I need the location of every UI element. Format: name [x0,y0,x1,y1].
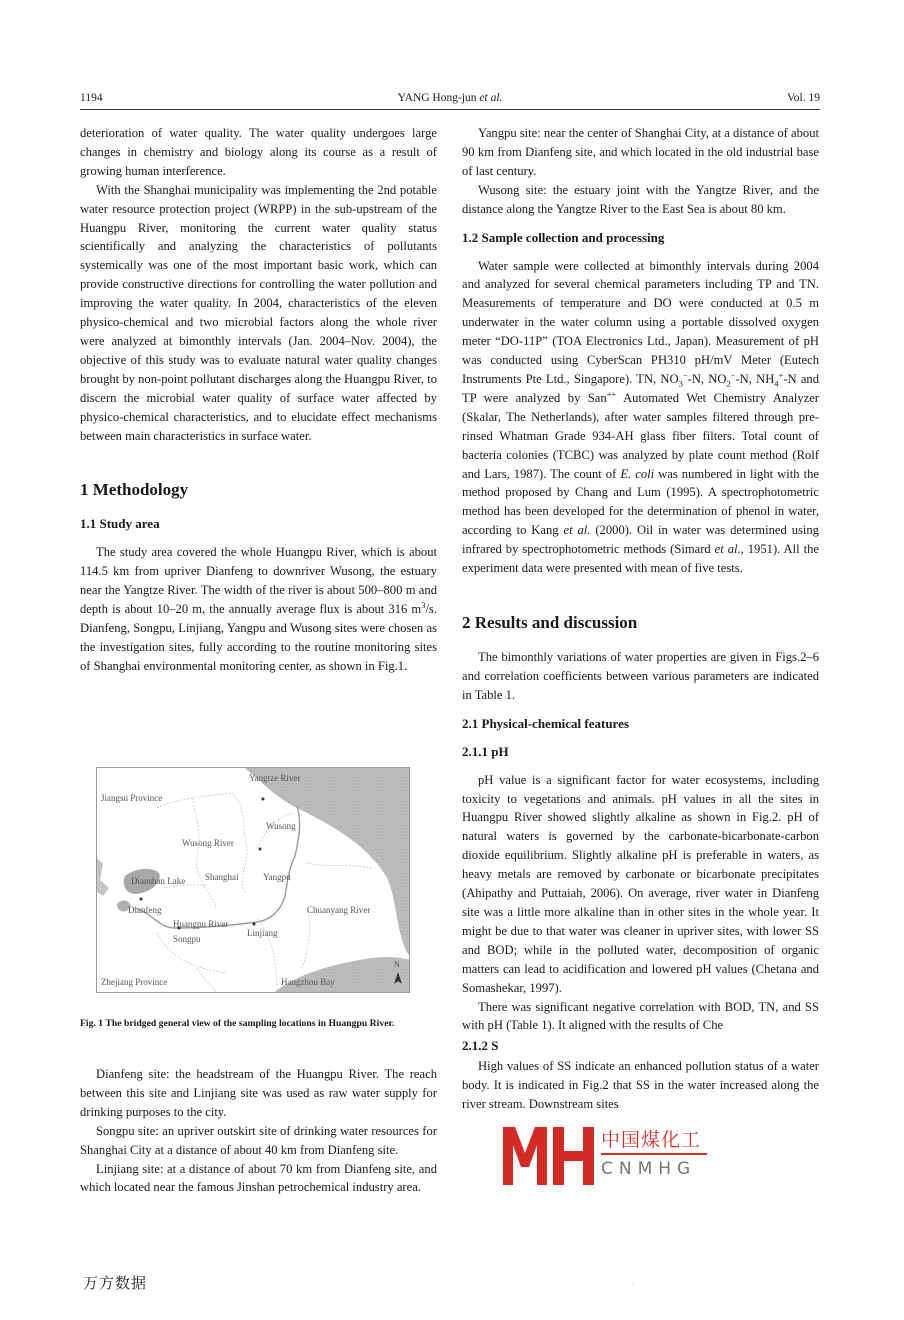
subsection-heading-ph: 2.1.1 pH [462,743,509,759]
volume-label: Vol. 19 [786,92,820,104]
header-rule [80,109,820,110]
subsection-heading-ss: 2.1.2 S [462,1038,499,1054]
map-label-shanghai: Shanghai [205,872,239,882]
paragraph-ph: pH value is a significant factor for water ecosystems, including toxicity to vegetations and animals. pH values in all the sites in Huangpu River showed slightly alkaline as shown in Fig.2. pH of natural waters is governed by the carbonate-bicarbonate-carbon dioxide equilibrium. Slightly alkaline pH is preferable in waters, as heavy metals are removed by carbonate or bicarbonate precipitates (Ahipathy and Puttaiah, 2006). On average, river water in Dianfeng site was a little more alkaline than in other sites in the whole year. It might be due to that water was cleaner in upriver sites, with lower SS and BOD; while in the polluted water, decomposition of organic matters can lead to acidification and lowered pH values (Chetana and Somashekar, 1997). [462,772,819,995]
subsection-heading-sample-collection: 1.2 Sample collection and processing [462,229,665,245]
paragraph-songpu-site: Songpu site: an upriver outskirt site of drinking water resources for Shanghai City at a distance of about 40 km from Dianfeng site. [80,1123,437,1157]
watermark-divider [601,1153,707,1155]
map-label-dianfeng: Dianfeng [128,905,162,915]
section-heading-methodology: 1 Methodology [80,480,189,500]
figure-1-map [96,767,410,993]
paragraph-correlation: There was significant negative correlation with BOD, TN, and SS with pH (Table 1). It aligned with the results of Che [462,999,819,1033]
subsection-heading-physical-chemical: 2.1 Physical-chemical features [462,715,629,731]
paragraph-results-intro: The bimonthly variations of water properties are given in Figs.2–6 and correlation coefficients between various parameters are indicated in Table 1. [462,649,819,702]
map-label-huangpu-river: Huangpu River [173,919,229,929]
left-column [80,124,437,676]
map-label-chuanyang-river: Chuanyang River [307,905,371,915]
subsection-heading-study-area: 1.1 Study area [80,516,160,532]
footer-source: 万方数据 [83,1274,148,1292]
watermark-logo [503,1125,733,1185]
paragraph-study-area: The study area covered the whole Huangpu River, which is about 114.5 km from upriver Dianfeng to downriver Wusong, the estuary near the Yangtze River. The width of the river is about 500–800 m and depth is about 10–20 m, the annually average flux is about 316 $m^3/s$. Dianfeng, Songpu, Linjiang, Yangpu and Wusong sites were chosen as the investigation sites, fully according to the routine monitoring sites of Shanghai environmental monitoring center, as shown in Fig.1. [80,545,437,673]
right-column [462,124,819,1114]
paragraph-wusong-site: Wusong site: the estuary joint with the Yangtze River, and the distance along the Yangtze River to the East Sea is about 80 km. [462,182,819,216]
map-label-north: N [394,960,400,969]
map-label-wusong: Wusong [266,821,296,831]
map-label-wusong-river: Wusong River [182,838,234,848]
map-label-jiangsu: Jiangsu Province [101,793,163,803]
stray-mark: · [632,1282,634,1288]
running-author: YANG Hong-jun et al. [397,92,503,104]
left-column-lower [80,1065,437,1197]
map-label-zhejiang: Zhejiang Province [101,977,168,987]
map-label-yangpu: Yangpu [263,872,291,882]
section-heading-results: 2 Results and discussion [462,612,638,632]
paragraph-continued: deterioration of water quality. The water quality undergoes large changes in chemistry and biology along its course as a result of growing human interference. [80,126,437,178]
map-label-hangzhou-bay: Hangzhou Bay [281,977,335,987]
paragraph-sample-collection: Water sample were collected at bimonthly intervals during 2004 and analyzed for several chemical parameters including TP and TN. Measurements of temperature and DO were conducted at 0.5 m underwater in the water column using a portable dissolved oxygen meter “DO-11P” (TOA Electronics Ltd., Japan). Measurement of pH was conducted using CyberScan PH310 pH/mV Meter (Eutech Instruments Pte Ltd., Singapore). TN, $NO_3^--N$, $NO_2^--N$, $NH_4^+-N$ and TP were analyzed by San++ Automated Wet Chemistry Analyzer (Skalar, The Netherlands), after water samples filtered through pre-rinsed Whatman Grade 934-AH glass fiber filters. Total count of bacteria colonies (TCBC) was analyzed by plate count method (Rolf and Lars, 1987). The count of E. coli was numbered in light with the method proposed by Chang and Lum (1995). A spectrophotometric method has been developed for the determination of phenol in water, according to Kang et al. (2000). Oil in water was determined using infrared by spectrophotometric methods (Simard et al., 1951). All the experiment data were presented with mean of five tests. [462,258,820,576]
paragraph-ss: High values of SS indicate an enhanced pollution status of a water body. It is indicated in Fig.2 that SS in the water increased along the river stream. Downstream sites [462,1059,819,1112]
page-number: 1194 [80,92,103,104]
paragraph-linjiang-site: Linjiang site: at a distance of about 70 km from Dianfeng site, and which located near the famous Jinshan petrochemical industry area. [80,1161,437,1195]
paragraph-yangpu-site: Yangpu site: near the center of Shanghai City, at a distance of about 90 km from Dianfeng site, and which located in the old industrial base of last century. [462,126,819,178]
running-header [80,90,820,112]
paragraph-wrpp: With the Shanghai municipality was implementing the 2nd potable water resource protection project (WRPP) in the sub-upstream of the Huangpu River, monitoring the current water quality status scientifically and analyzing the characteristics of pollutants systemically was one of the most important basic work, which can provide constructive directions for controlling the water pollution and improving the water quality. In 2004, characteristics of the eleven physico-chemical and two microbial factors along the whole river were analyzed at bimonthly intervals (Jan. 2004–Nov. 2004), the objective of this study was to evaluate natural water quality changes brought by non-point pollutant discharges along the Huangpu River, to discern the microbial water quality of surface water affected by physico-chemical characteristics, and to elucidate effect mechanisms between main characteristics in surface water. [80,182,437,443]
map-label-dianshan-lake: Dianshan Lake [131,876,186,886]
watermark-english-text: CNMHG [601,1159,697,1179]
watermark-chinese-text: 中国煤化工 [601,1129,702,1151]
map-label-songpu: Songpu [173,934,201,944]
figure-1-caption: Fig. 1 The bridged general view of the sampling locations in Huangpu River. [80,1018,395,1029]
map-label-yangtze: Yangtze River [249,773,301,783]
hangzhou-bay-water-area [272,957,410,993]
map-label-linjiang: Linjiang [247,928,278,938]
paragraph-dianfeng-site: Dianfeng site: the headstream of the Huangpu River. The reach between this site and Linjiang site was used as raw water supply for drinking purposes to the city. [80,1067,437,1119]
